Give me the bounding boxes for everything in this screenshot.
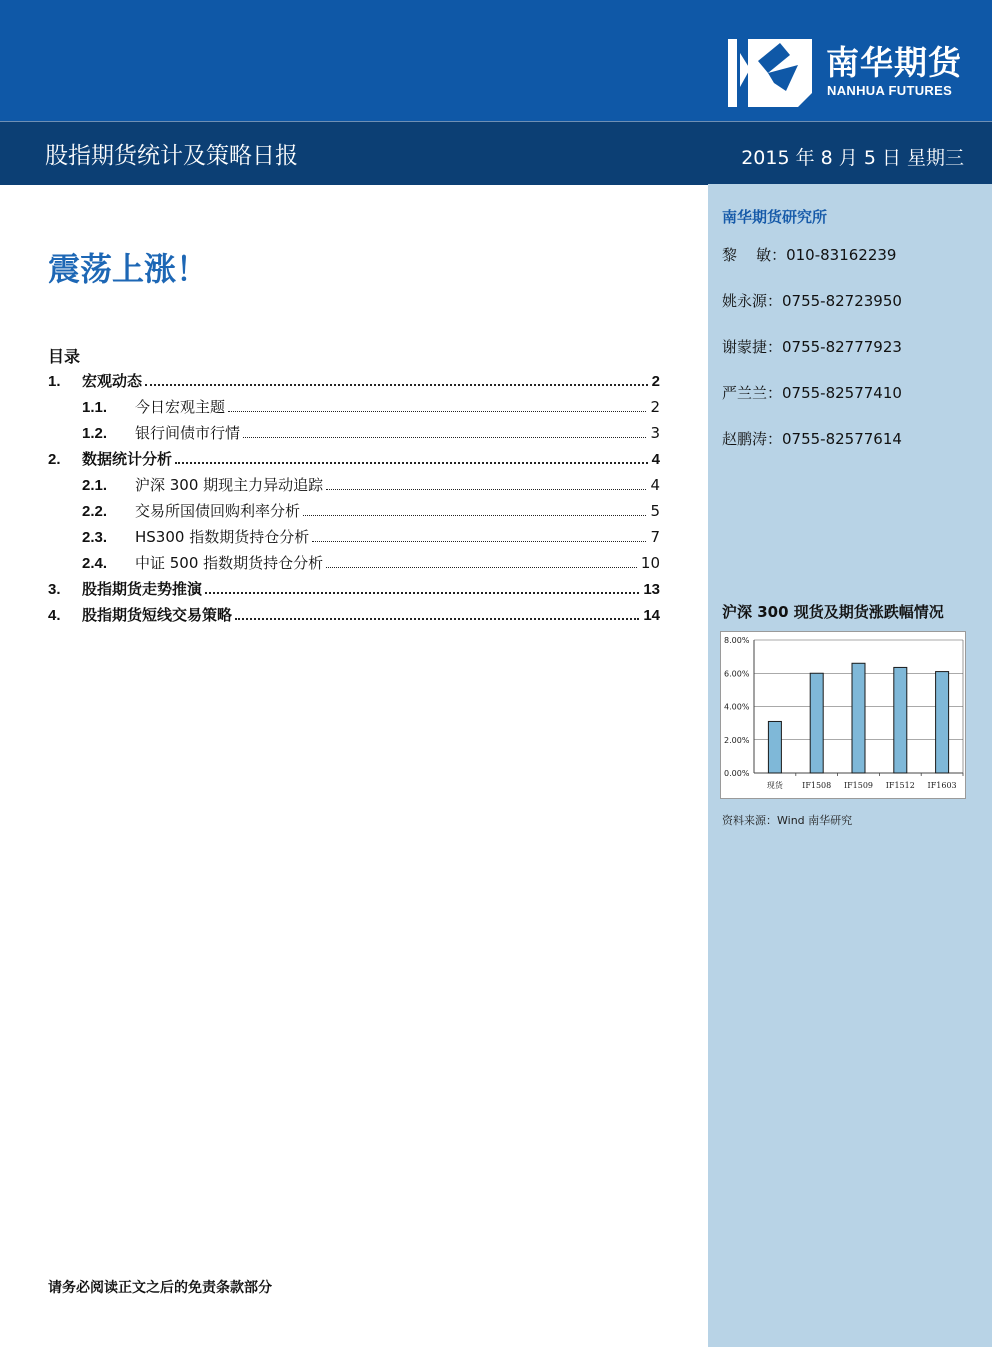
report-title: 股指期货统计及策略日报 [45,143,298,169]
toc-title: 中证 500 指数期货持仓分析 [135,554,324,572]
disclaimer: 请务必阅读正文之后的免责条款部分 [48,1280,272,1296]
bar-chart [721,632,965,798]
toc-title: 交易所国债回购利率分析 [135,502,301,520]
toc-title: 股指期货短线交易策略 [82,606,233,624]
toc-page: 2 [650,398,660,416]
toc-leader [175,462,648,464]
toc-entry-repo-rate[interactable] [82,500,660,520]
institute-name: 南华期货研究所 [722,208,828,226]
toc-page: 14 [643,607,660,624]
toc-number: 1.1. [82,399,108,416]
toc-title: 股指期货走势推演 [82,580,203,598]
toc-leader [326,567,637,568]
x-tick-label: IF1512 [885,781,915,790]
toc-page: 4 [651,451,660,468]
company-logo [728,33,978,107]
nanhua-logo-mark-icon [728,33,812,107]
y-tick-label: 8.00% [724,636,750,645]
toc-number: 3. [48,581,61,598]
toc-entry-strategy[interactable] [48,604,660,624]
chart-title: 沪深 300 现货及期货涨跌幅情况 [722,603,944,621]
toc-entry-hs300-tracking[interactable] [82,474,660,494]
toc-entry-csi500-position[interactable] [82,552,660,572]
bar-IF1509 [852,663,865,773]
bar-IF1512 [894,667,907,773]
bar-IF1603 [936,672,949,773]
toc-leader [326,489,646,490]
toc-page: 7 [650,528,660,546]
y-tick-label: 4.00% [724,702,750,712]
toc-number: 2. [48,451,61,468]
toc-title: 沪深 300 期现主力异动追踪 [135,476,324,494]
logo-chinese-name: 南华期货 [826,43,962,82]
x-tick-label: IF1509 [843,781,874,790]
toc-entry-data-analysis[interactable] [48,448,660,468]
x-tick-label: IF1508 [802,781,832,790]
toc-entry-macro-theme[interactable] [82,396,660,416]
toc-page: 2 [651,373,660,390]
toc-page: 10 [640,554,660,572]
contact-xie-mengjie: 谢蒙捷：0755-82777923 [722,338,902,356]
toc-title: 今日宏观主题 [135,398,226,416]
toc-title: 宏观动态 [82,372,143,390]
y-tick-label: 6.00% [724,669,750,679]
toc-leader [205,592,639,594]
contact-li-min: 黎 敏：010-83162239 [722,246,897,264]
x-tick-label: 现货 [766,781,783,790]
contact-yao-yongyuan: 姚永源：0755-82723950 [722,292,902,310]
toc-entry-hs300-position[interactable] [82,526,660,546]
source-note: 资料来源：Wind 南华研究 [722,814,853,827]
contact-zhao-pengtao: 赵鹏涛：0755-82577614 [722,430,902,448]
toc-leader [303,515,646,516]
toc-page: 5 [650,502,660,520]
logo-english-name: NANHUA FUTURES [827,83,953,98]
toc-leader [235,618,639,620]
toc-number: 2.3. [82,529,108,546]
bar-IF1508 [810,673,823,773]
toc-number: 2.2. [82,503,108,520]
report-date: 2015 年 8 月 5 日 星期三 [741,147,964,169]
contact-yan-lanlan: 严兰兰：0755-82577410 [722,384,902,402]
toc-entry-macro[interactable] [48,370,660,390]
toc-number: 2.1. [82,477,108,494]
toc-number: 1.2. [82,425,108,442]
toc-page: 3 [650,424,660,442]
toc-heading: 目录 [48,347,81,366]
y-tick-label: 0.00% [724,769,750,778]
toc-title: 数据统计分析 [82,450,173,468]
toc-number: 1. [48,373,61,390]
toc-entry-trend[interactable] [48,578,660,598]
headline: 震荡上涨！ [48,250,209,288]
toc-leader [228,411,646,412]
toc-leader [243,437,646,438]
bar-现货 [768,721,781,773]
chart-frame [720,631,966,799]
toc-number: 2.4. [82,555,108,572]
toc-leader [145,384,648,386]
toc-page: 4 [650,476,660,494]
toc-title: HS300 指数期货持仓分析 [135,528,310,546]
toc-entry-interbank-bond[interactable] [82,422,660,442]
toc-page: 13 [643,581,660,598]
toc-leader [312,541,646,542]
toc-number: 4. [48,607,61,624]
toc-title: 银行间债市行情 [135,424,241,442]
y-tick-label: 2.00% [724,735,750,745]
x-tick-label: IF1603 [927,781,957,790]
